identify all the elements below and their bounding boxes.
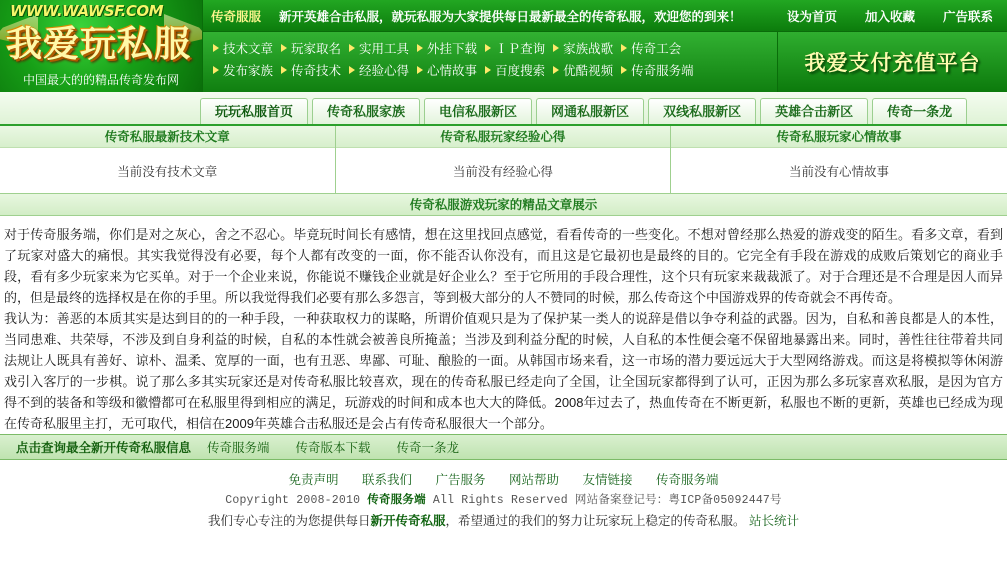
nav-label: ＩＰ查询	[495, 42, 546, 56]
header-middle-row	[203, 32, 1007, 92]
nav-item-server-files[interactable]	[621, 61, 694, 79]
tab-home[interactable]: 玩玩私服首页	[200, 98, 308, 124]
header-nav	[203, 32, 777, 92]
nav-label: 经验心得	[359, 64, 410, 78]
linkbar-server-files[interactable]: 传奇服务端	[207, 441, 270, 455]
nav-item-tools[interactable]	[349, 39, 409, 57]
set-homepage-link[interactable]: 设为首页	[786, 9, 837, 24]
logo-title: 我爱玩私服	[6, 23, 192, 64]
panel-title: 传奇私服最新技术文章	[0, 126, 335, 148]
arrow-right-icon	[281, 44, 287, 52]
nav-row-2	[213, 59, 777, 81]
nav-item-youku-video[interactable]	[553, 61, 613, 79]
nav-label: 优酷视频	[563, 64, 614, 78]
arrow-right-icon	[621, 44, 627, 52]
arrow-right-icon	[621, 66, 627, 74]
panel-title: 传奇私服玩家经验心得	[336, 126, 671, 148]
nav-item-guild[interactable]	[621, 39, 681, 57]
arrow-right-icon	[213, 66, 219, 74]
nav-item-stories[interactable]	[417, 61, 477, 79]
nav-item-legend-tech[interactable]	[281, 61, 341, 79]
tab-clan[interactable]: 传奇私服家族	[312, 98, 420, 124]
article-body	[0, 216, 1007, 434]
header-announcement-bar	[203, 0, 1007, 32]
tagline-brand: 新开传奇私服	[370, 514, 446, 528]
nav-label: 心情故事	[427, 64, 478, 78]
arrow-right-icon	[417, 66, 423, 74]
nav-item-ip-lookup[interactable]	[485, 39, 545, 57]
header-right	[203, 0, 1007, 92]
payment-banner-text: 我爱支付充值平台	[804, 52, 981, 75]
header-brand-label: 传奇服服	[211, 9, 262, 24]
tab-dualline-servers[interactable]: 双线私服新区	[648, 98, 756, 124]
footer-disclaimer-link[interactable]: 免责声明	[288, 473, 339, 487]
panel-stories	[671, 126, 1007, 193]
logo-url-text: WWW.WAWSF.COM	[10, 2, 163, 20]
arrow-right-icon	[213, 44, 219, 52]
nav-item-publish-clan[interactable]	[213, 61, 273, 79]
nav-label: 外挂下载	[427, 42, 478, 56]
nav-label: 传奇技术	[291, 64, 342, 78]
panel-empty-message: 当前没有技术文章	[117, 164, 218, 179]
footer-partners-link[interactable]: 友情链接	[582, 473, 633, 487]
tab-one-stop-service[interactable]: 传奇一条龙	[872, 98, 967, 124]
footer-help-link[interactable]: 网站帮助	[508, 473, 559, 487]
nav-label: 百度搜索	[495, 64, 546, 78]
nav-item-player-names[interactable]	[281, 39, 341, 57]
nav-label: 实用工具	[359, 42, 410, 56]
article-paragraph: 对于传奇服务端，你们是对之灰心，舍之不忍心。毕竟玩时间长有感情，想在这里找回点感觉，看看传奇的一些变化。不想对曾经那么热爱的游戏变的陌生。看多文章，看到了玩家对盛大的痛恨。其实我觉得没有必要，每个人都有改变的一面，你不能否认你没有，而且这是它最初也是最终的目的。它完全有手段在游戏的成败后策划它的商业手段，看有多少玩家来为它买单。对于一个企业来说，你能说不赚钱企业就是好企业么？至于它所用的手段合理性，这个只有玩家来裁裁派了。对于合理还是不合理是因人而异的，但是最终的选择权是在你的手里。所以我觉得我们必要有那么多怨言，等到极大部分的人不赞同的时候，那么传奇这个中国游戏界的传奇就会不再传奇。	[4, 227, 1003, 305]
three-column-panels	[0, 126, 1007, 194]
footer-links	[0, 470, 1007, 490]
article-paragraph: 我认为：善恶的本质其实是达到目的的一种手段，一种获取权力的谋略，所谓价值观只是为了保护某一类人的说辞是借以争夺利益的武器。因为，自私和善良都是人的本性，当同患难、共荣辱，不涉及到自身利益的时候，自私的本性就会被善良所掩盖；当涉及到利益分配的时候，人自私的本性便会毫不保留地暴露出来。同时，善性往往带着共同法规让人既具有善好、谅朴、温柔、宽厚的一面，也有丑恶、卑鄙、可耻、酿脸的一面。从韩国市场来看，这一市场的潜力要远远大于大型网络游戏。而这是将模拟等休闲游戏引入客厅的一步棋。说了那么多其实玩家还是对传奇私服比较喜欢，现在的传奇私服已经走向了全国，让全国玩家都得到了认可，正因为那么多玩家喜欢私服，是因为官方得不到的装备和等级和徽懵都可在私服里得到相应的满足，玩游戏的时间和成本也大大的降低。2008年过去了，热血传奇在不断更新，私服也不断的更新，英雄也已经成为现在传奇私服里主打，无可取代，相信在2009年英雄合击私服还是会占有传奇私服很大一个部分。	[4, 311, 1003, 431]
nav-label: 技术文章	[223, 42, 274, 56]
footer-stats-link[interactable]: 站长统计	[749, 514, 800, 528]
nav-item-clan-songs[interactable]	[553, 39, 613, 57]
add-favorite-link[interactable]: 加入收藏	[864, 9, 915, 24]
nav-label: 传奇服务端	[631, 64, 694, 78]
site-logo[interactable]	[0, 0, 203, 92]
arrow-right-icon	[553, 44, 559, 52]
arrow-right-icon	[485, 66, 491, 74]
query-linkbar	[0, 434, 1007, 460]
linkbar-version-download[interactable]: 传奇版本下载	[295, 441, 371, 455]
footer-server-files-link[interactable]: 传奇服务端	[655, 473, 719, 487]
nav-label: 传奇工会	[631, 42, 682, 56]
header-headline: 新开英雄合击私服，就玩私服为大家提供每日最新最全的传奇私服，欢迎您的到来！	[279, 9, 742, 24]
article-section-title: 传奇私服游戏玩家的精品文章展示	[0, 194, 1007, 216]
nav-row-1	[213, 37, 777, 59]
tab-hero-servers[interactable]: 英雄合击新区	[760, 98, 868, 124]
footer-copyright	[0, 490, 1007, 511]
ad-contact-link[interactable]: 广告联系	[942, 9, 993, 24]
payment-banner[interactable]	[777, 32, 1007, 92]
copyright-suffix: All Rights Reserved 网站备案登记号：粤ICP备05092447号	[432, 494, 782, 507]
tab-telecom-servers[interactable]: 电信私服新区	[424, 98, 532, 124]
nav-label: 玩家取名	[291, 42, 342, 56]
arrow-right-icon	[553, 66, 559, 74]
panel-title: 传奇私服玩家心情故事	[671, 126, 1007, 148]
copyright-brand: 传奇服务端	[367, 494, 426, 506]
nav-item-plugin-download[interactable]	[417, 39, 477, 57]
main-tabbar	[0, 92, 1007, 126]
nav-item-experience[interactable]	[349, 61, 409, 79]
panel-experience	[336, 126, 672, 193]
panel-empty-message: 当前没有经验心得	[452, 164, 553, 179]
site-header	[0, 0, 1007, 92]
footer-tagline	[0, 511, 1007, 531]
tagline-prefix: 我们专心专注的为您提供每日	[207, 514, 371, 528]
panel-empty-message: 当前没有心情故事	[789, 164, 890, 179]
tagline-suffix: ，希望通过的我们的努力让玩家玩上稳定的传奇私服。	[445, 514, 746, 528]
tab-unicom-servers[interactable]: 网通私服新区	[536, 98, 644, 124]
arrow-right-icon	[349, 44, 355, 52]
arrow-right-icon	[349, 66, 355, 74]
linkbar-lead-text: 点击查询最全新开传奇私服信息	[16, 441, 192, 455]
logo-subtitle: 中国最大的的精品传奇发布网	[22, 73, 179, 87]
site-footer	[0, 470, 1007, 531]
arrow-right-icon	[485, 44, 491, 52]
arrow-right-icon	[281, 66, 287, 74]
nav-item-baidu-search[interactable]	[485, 61, 545, 79]
arrow-right-icon	[417, 44, 423, 52]
nav-label: 家族战歌	[563, 42, 614, 56]
linkbar-one-stop[interactable]: 传奇一条龙	[396, 441, 460, 455]
panel-tech-articles	[0, 126, 336, 193]
footer-advertising-link[interactable]: 广告服务	[435, 473, 486, 487]
nav-item-tech-articles[interactable]	[213, 39, 273, 57]
nav-label: 发布家族	[223, 64, 274, 78]
footer-contact-link[interactable]: 联系我们	[361, 473, 412, 487]
copyright-prefix: Copyright 2008-2010	[225, 494, 361, 507]
